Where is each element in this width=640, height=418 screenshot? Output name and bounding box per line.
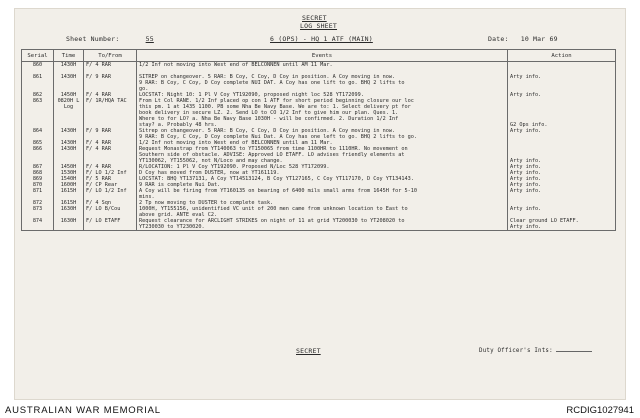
log-table: [21, 49, 616, 231]
duty-officer-inits: Duty Officer's Ints:: [479, 348, 592, 354]
row-action: [508, 62, 616, 75]
row-tofrom: F/ LO B/Cou: [84, 206, 137, 218]
event-line: SITREP on changeover. 5 RAR: B Coy, C Coy, D Coy in position. A Coy moving in now.: [139, 74, 396, 80]
row-events: [137, 206, 508, 218]
row-tofrom: F/ 4 RAR: [84, 92, 137, 98]
col-header-serial: Serial: [22, 50, 54, 62]
row-tofrom: F/ LO 1/2 Inf: [84, 188, 137, 200]
row-tofrom: F/ 1R/HQA TAC: [84, 98, 137, 128]
action-line: Arty info.: [510, 158, 542, 164]
event-line: above grid. ANTE eval C2.: [139, 212, 218, 218]
event-line: Southern side of obstacle. ADVISE: Approved LO ETAFF. LO advises friendly elements at: [139, 152, 405, 158]
table-row: [22, 146, 616, 164]
event-line: YT130062, YT155062, not N/Loco and may change.: [139, 158, 283, 164]
event-line: Where to for LO? a. Nha Be Navy Base 1030H - will be confirmed. 2. Duration 1/2 Inf: [139, 116, 399, 122]
row-action: [508, 98, 616, 128]
col-header-tofrom: To/From: [84, 50, 137, 62]
row-time: 1615H: [54, 200, 84, 206]
event-line: LOCSTAT: BHQ YT137131, A Coy YT14513124, B Coy YT127165, C Coy YT117170, D Coy YT134143.: [139, 176, 414, 182]
row-serial: 867: [22, 164, 54, 170]
action-line: Clear ground LO ETAFF.: [510, 218, 579, 224]
table-row: [22, 98, 616, 128]
row-time: 1630H: [54, 206, 84, 218]
row-serial: 863: [22, 98, 54, 128]
row-tofrom: F/ CP Rear: [84, 182, 137, 188]
row-action: [508, 218, 616, 231]
row-time: 1615H: [54, 188, 84, 200]
row-time: 1430H: [54, 140, 84, 146]
row-tofrom: F/ 4 RAR: [84, 164, 137, 170]
event-line: 9 RAR is complete Nui Dat.: [139, 182, 221, 188]
row-serial: 874: [22, 218, 54, 231]
row-time: 1450H: [54, 164, 84, 170]
archive-caption-right: RCDIG1027941: [566, 405, 634, 416]
row-serial: 860: [22, 62, 54, 75]
action-line: Arty info.: [510, 224, 542, 230]
row-time: 1430H: [54, 62, 84, 75]
row-action: [508, 206, 616, 218]
table-row: [22, 188, 616, 200]
row-serial: 866: [22, 146, 54, 164]
row-events: [137, 74, 508, 92]
event-line: 2 Tp now moving to DUSTER to complete task.: [139, 200, 274, 206]
col-header-time: Time: [54, 50, 84, 62]
row-events: [137, 62, 508, 75]
row-time: 1600H: [54, 182, 84, 188]
row-serial: 870: [22, 182, 54, 188]
event-line: D Coy has moved from DUSTER, now at YT161119.: [139, 170, 280, 176]
row-serial: 864: [22, 128, 54, 140]
row-serial: 865: [22, 140, 54, 146]
event-line: Sitrep on changeover. 5 RAR: B Coy, C Coy, D Coy in position. A Coy moving in now.: [139, 128, 396, 134]
action-line: Arty info.: [510, 176, 542, 182]
row-serial: 869: [22, 176, 54, 182]
action-line: Arty info.: [510, 74, 542, 80]
event-line: YT230030 to YT230020.: [139, 224, 205, 230]
event-line: A Coy will be firing from YT160135 on bearing of 6400 mils small arms from 1645H for 5-10: [139, 188, 417, 194]
event-line: 9 RAR: B Coy, C Coy, D Coy complete NUI DAT. A Coy has one lift to go. BHQ 2 lifts to: [139, 80, 405, 86]
row-serial: 872: [22, 200, 54, 206]
unit-line: 6 (OPS) - HQ 1 ATF (MAIN): [270, 35, 373, 43]
action-line: G2 Ops info.: [510, 122, 548, 128]
action-line: Arty info.: [510, 188, 542, 194]
row-action: [508, 146, 616, 164]
row-serial: 861: [22, 74, 54, 92]
row-time: 1530H: [54, 170, 84, 176]
row-serial: 871: [22, 188, 54, 200]
row-time: 1630H: [54, 218, 84, 231]
event-line: 1000H, YT155156, unidentified VC unit of 200 men came from unknown location to East to: [139, 206, 408, 212]
row-tofrom: F/ 9 RAR: [84, 128, 137, 140]
row-time: 1430H: [54, 146, 84, 164]
event-line: stay? a. Probably 48 hrs.: [139, 122, 218, 128]
action-line: Arty info.: [510, 206, 542, 212]
classification-top: SECRET: [302, 14, 327, 22]
document-title: LOG SHEET: [300, 22, 338, 30]
table-row: [22, 62, 616, 75]
action-line: Arty info.: [510, 170, 542, 176]
action-line: Arty info.: [510, 164, 542, 170]
row-time: 0820H L Log: [54, 98, 84, 128]
row-serial: 862: [22, 92, 54, 98]
table-row: [22, 128, 616, 140]
row-time: 1540H: [54, 176, 84, 182]
sheet-date: Date: 10 Mar 69: [488, 35, 558, 43]
event-line: this pm. 1 at 1435 1100. PB some Nha Be Navy Base. We are to: 1. Select delivery pt for: [139, 104, 411, 110]
row-action: [508, 128, 616, 140]
table-row: [22, 74, 616, 92]
row-tofrom: F/ 4 RAR: [84, 62, 137, 75]
action-line: Arty info.: [510, 92, 542, 98]
row-tofrom: F/ 4 RAR: [84, 146, 137, 164]
row-events: [137, 188, 508, 200]
classification-bottom: SECRET: [296, 347, 321, 355]
row-action: [508, 74, 616, 92]
event-line: Request clearance for ARCLIGHT STRIKES on night of 11 at grid YT200030 to YT208020 to: [139, 218, 405, 224]
row-action: [508, 188, 616, 200]
event-line: mins.: [139, 194, 155, 200]
archive-caption-bar: [0, 400, 640, 418]
event-line: 1/2 Inf not moving into West end of BELCONNEN until am 11 Mar.: [139, 140, 333, 146]
row-tofrom: F/ 5 RAR: [84, 176, 137, 182]
row-serial: 873: [22, 206, 54, 218]
row-serial: 868: [22, 170, 54, 176]
event-line: 1/2 Inf not moving into West end of BELCONNEN until AM 11 Mar.: [139, 62, 333, 68]
event-line: From Lt Col RANE. 1/2 Inf placed op con 1 ATF for short period beginning closure our loc: [139, 98, 414, 104]
event-line: 9 RAR: B Coy, C Coy, D Coy complete Nui Dat. A Coy has one left to go. BHQ 2 lifts to go.: [139, 134, 417, 140]
row-tofrom: F/ 9 RAR: [84, 74, 137, 92]
archive-caption-left: AUSTRALIAN WAR MEMORIAL: [5, 405, 161, 416]
event-line: Request Monastrap from YT140063 to YT150065 from time 1100HR to 1110HR. No movement on: [139, 146, 408, 152]
sheet-number: Sheet Number: 55: [66, 35, 154, 43]
col-header-events: Events: [137, 50, 508, 62]
row-tofrom: F/ 4 Sqn: [84, 200, 137, 206]
row-time: 1450H: [54, 92, 84, 98]
row-events: [137, 146, 508, 164]
row-tofrom: F/ 4 RAR: [84, 140, 137, 146]
row-time: 1430H: [54, 128, 84, 140]
table-row: [22, 206, 616, 218]
row-events: [137, 98, 508, 128]
row-tofrom: F/ LO ETAFF: [84, 218, 137, 231]
event-line: go.: [139, 86, 149, 92]
table-header-row: [22, 50, 616, 62]
row-events: [137, 128, 508, 140]
event-line: R/LOCATION: 1 Pl V Coy YT192090. Proposed N/Loc 528 YT172099.: [139, 164, 330, 170]
row-time: 1430H: [54, 74, 84, 92]
table-row: [22, 218, 616, 231]
action-line: Arty info.: [510, 182, 542, 188]
row-events: [137, 218, 508, 231]
event-line: LOCSTAT: Night 10: 1 Pl V Coy YT192090, proposed night loc 528 YT172099.: [139, 92, 364, 98]
col-header-action: Action: [508, 50, 616, 62]
row-tofrom: F/ LO 1/2 Inf: [84, 170, 137, 176]
event-line: book delivery in secure LZ. 2. Send LO to CO 1/2 Inf to give him our plan. Ques. 1.: [139, 110, 399, 116]
action-line: Arty info.: [510, 128, 542, 134]
